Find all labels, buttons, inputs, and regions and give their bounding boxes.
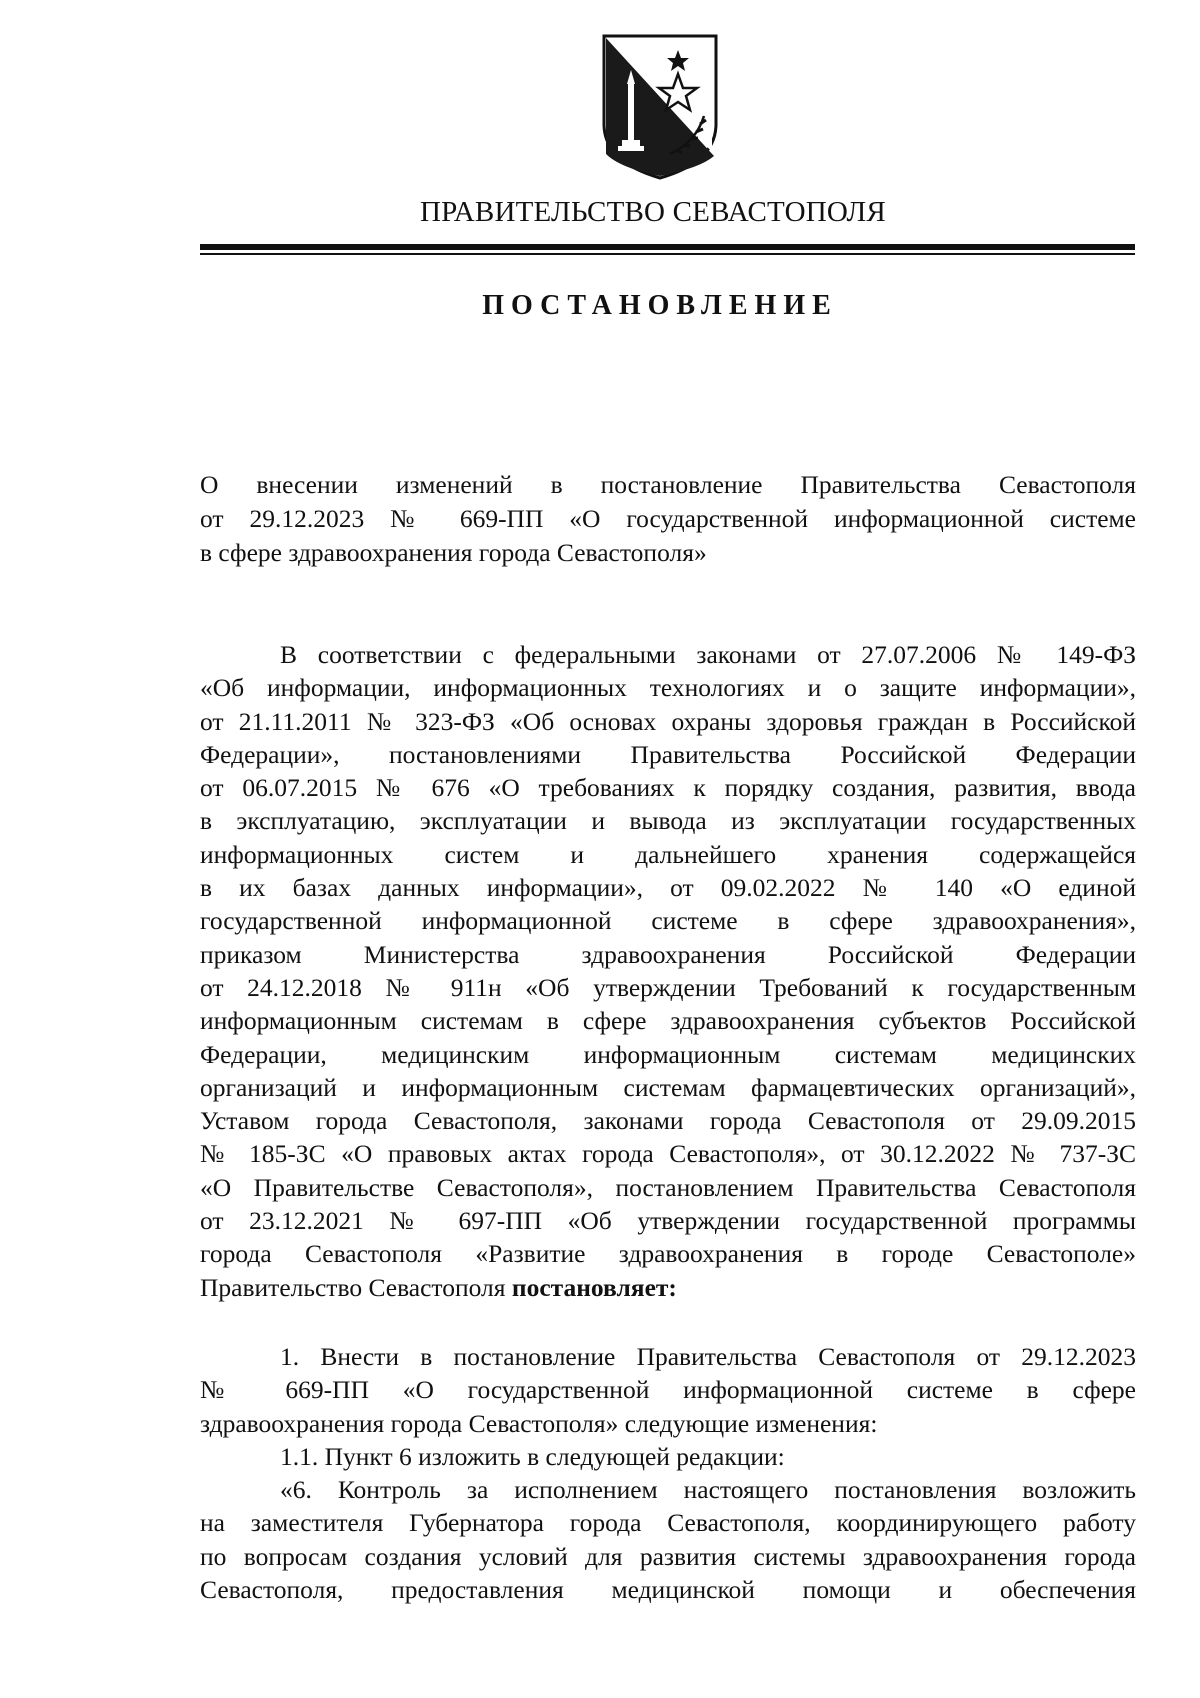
preamble-line: в эксплуатацию, эксплуатации и вывода из эксплуатации государственных <box>200 806 1136 836</box>
preamble-line: «Об информации, информационных технологиях и о защите информации», <box>200 673 1136 703</box>
subject-line: в сфере здравоохранения города Севастополя» <box>200 538 707 567</box>
preamble-line: Федерации, медицинским информационным системам медицинских <box>200 1039 1136 1069</box>
preamble-line: от 23.12.2021 № 697-ПП «Об утверждении государственной программы <box>200 1206 1136 1236</box>
preamble-line: от 06.07.2015 № 676 «О требованиях к порядку создания, развития, ввода <box>200 773 1136 803</box>
document-type-heading: ПОСТАНОВЛЕНИЕ <box>482 290 838 321</box>
item-6-line: по вопросам создания условий для развития системы здравоохранения города <box>200 1541 1136 1571</box>
header-rule-thick <box>200 244 1135 250</box>
preamble-line: Уставом города Севастополя, законами города Севастополя от 29.09.2015 <box>200 1106 1136 1136</box>
item-1-line: № 669-ПП «О государственной информационной системе в сфере <box>200 1375 1136 1405</box>
item-1-1-line: 1.1. Пункт 6 изложить в следующей редакции: <box>280 1441 785 1471</box>
coat-of-arms-icon <box>600 32 720 180</box>
preamble-line: организаций и информационным системам фармацевтических организаций», <box>200 1072 1136 1102</box>
preamble-line: № 185-ЗС «О правовых актах города Севастополя», от 30.12.2022 № 737-ЗС <box>200 1139 1136 1169</box>
document-subject <box>200 468 1136 570</box>
preamble-line: от 24.12.2018 № 911н «Об утверждении Требований к государственным <box>200 972 1136 1002</box>
preamble-closing-line <box>200 1271 1136 1304</box>
item-6-line: «6. Контроль за исполнением настоящего постановления возложить <box>280 1475 1136 1505</box>
organization-title: ПРАВИТЕЛЬСТВО СЕВАСТОПОЛЯ <box>420 196 886 228</box>
preamble-closing-prefix: Правительство Севастополя <box>200 1272 512 1302</box>
operative-verb: постановляет: <box>511 1272 677 1302</box>
item-6-line: Севастополя, предоставления медицинской помощи и обеспечения <box>200 1575 1136 1605</box>
preamble-line: приказом Министерства здравоохранения Российской Федерации <box>200 939 1136 969</box>
preamble-line: от 21.11.2011 № 323-ФЗ «Об основах охраны здоровья граждан в Российской <box>200 706 1136 736</box>
item-1-line: здравоохранения города Севастополя» следующие изменения: <box>200 1408 878 1438</box>
document-body <box>200 638 1136 1606</box>
subject-line: от 29.12.2023 № 669-ПП «О государственной информационной системе <box>200 504 1136 533</box>
preamble-line: города Севастополя «Развитие здравоохранения в городе Севастополе» <box>200 1239 1136 1269</box>
subject-line: О внесении изменений в постановление Правительства Севастополя <box>200 470 1136 499</box>
preamble-line: информационных систем и дальнейшего хранения содержащейся <box>200 839 1136 869</box>
preamble-line: в их базах данных информации», от 09.02.2022 № 140 «О единой <box>200 873 1136 903</box>
preamble-line: В соответствии с федеральными законами от 27.07.2006 № 149-ФЗ <box>280 640 1136 669</box>
preamble-line: Федерации», постановлениями Правительства Российской Федерации <box>200 739 1136 769</box>
paragraph-gap <box>200 1304 1136 1340</box>
item-1-line: 1. Внести в постановление Правительства Севастополя от 29.12.2023 <box>280 1341 1136 1371</box>
preamble-line: информационным системам в сфере здравоохранения субъектов Российской <box>200 1006 1136 1036</box>
header-rule-thin <box>200 253 1135 255</box>
preamble-line: «О Правительстве Севастополя», постановлением Правительства Севастополя <box>200 1172 1136 1202</box>
item-6-line: на заместителя Губернатора города Севастополя, координирующего работу <box>200 1508 1136 1538</box>
preamble-line: государственной информационной системе в сфере здравоохранения», <box>200 906 1136 936</box>
